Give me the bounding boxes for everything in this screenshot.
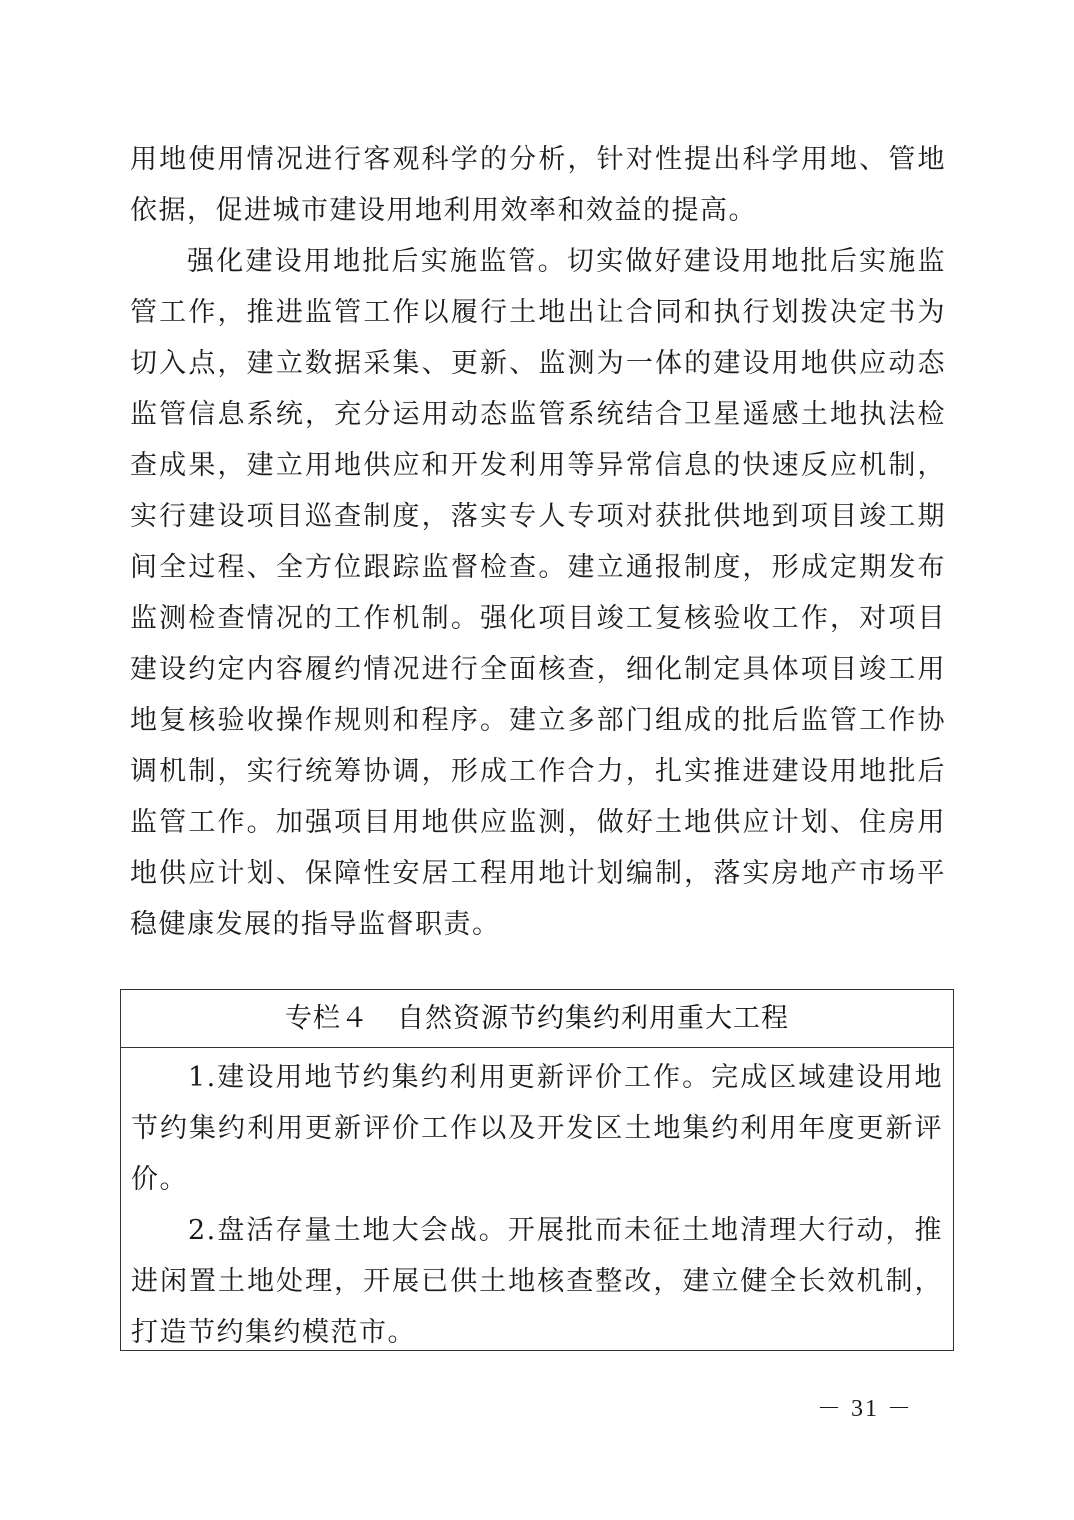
column-box-item: 1.建设用地节约集约利用更新评价工作。完成区域建设用地节约集约利用更新评价工作以及开发区土地集约利用年度更新评价。 (131, 1062, 943, 1195)
column-box-title: 专栏４ 自然资源节约集约利用重大工程 (121, 990, 953, 1048)
page-number: － 31 － (817, 1396, 913, 1422)
column-box (120, 989, 954, 1351)
paragraph-continuation: 用地使用情况进行客观科学的分析，针对性提出科学用地、管地依据，促进城市建设用地利用效率和效益的提高。 (130, 144, 946, 226)
column-box-content (121, 1048, 953, 1358)
column-box-item: 2.盘活存量土地大会战。开展批而未征土地清理大行动，推进闲置土地处理，开展已供土地核查整改，建立健全长效机制，打造节约集约模范市。 (131, 1215, 943, 1348)
body-text (130, 134, 946, 950)
paragraph-supervision: 强化建设用地批后实施监管。切实做好建设用地批后实施监管工作，推进监管工作以履行土地出让合同和执行划拨决定书为切入点，建立数据采集、更新、监测为一体的建设用地供应动态监管信息系统，充分运用动态监管系统结合卫星遥感土地执法检查成果，建立用地供应和开发利用等异常信息的快速反应机制，实行建设项目巡查制度，落实专人专项对获批供地到项目竣工期间全过程、全方位跟踪监督检查。建立通报制度，形成定期发布监测检查情况的工作机制。强化项目竣工复核验收工作，对项目建设约定内容履约情况进行全面核查，细化制定具体项目竣工用地复核验收操作规则和程序。建立多部门组成的批后监管工作协调机制，实行统筹协调，形成工作合力，扎实推进建设用地批后监管工作。加强项目用地供应监测，做好土地供应计划、住房用地供应计划、保障性安居工程用地计划编制，落实房地产市场平稳健康发展的指导监督职责。 (130, 246, 946, 940)
